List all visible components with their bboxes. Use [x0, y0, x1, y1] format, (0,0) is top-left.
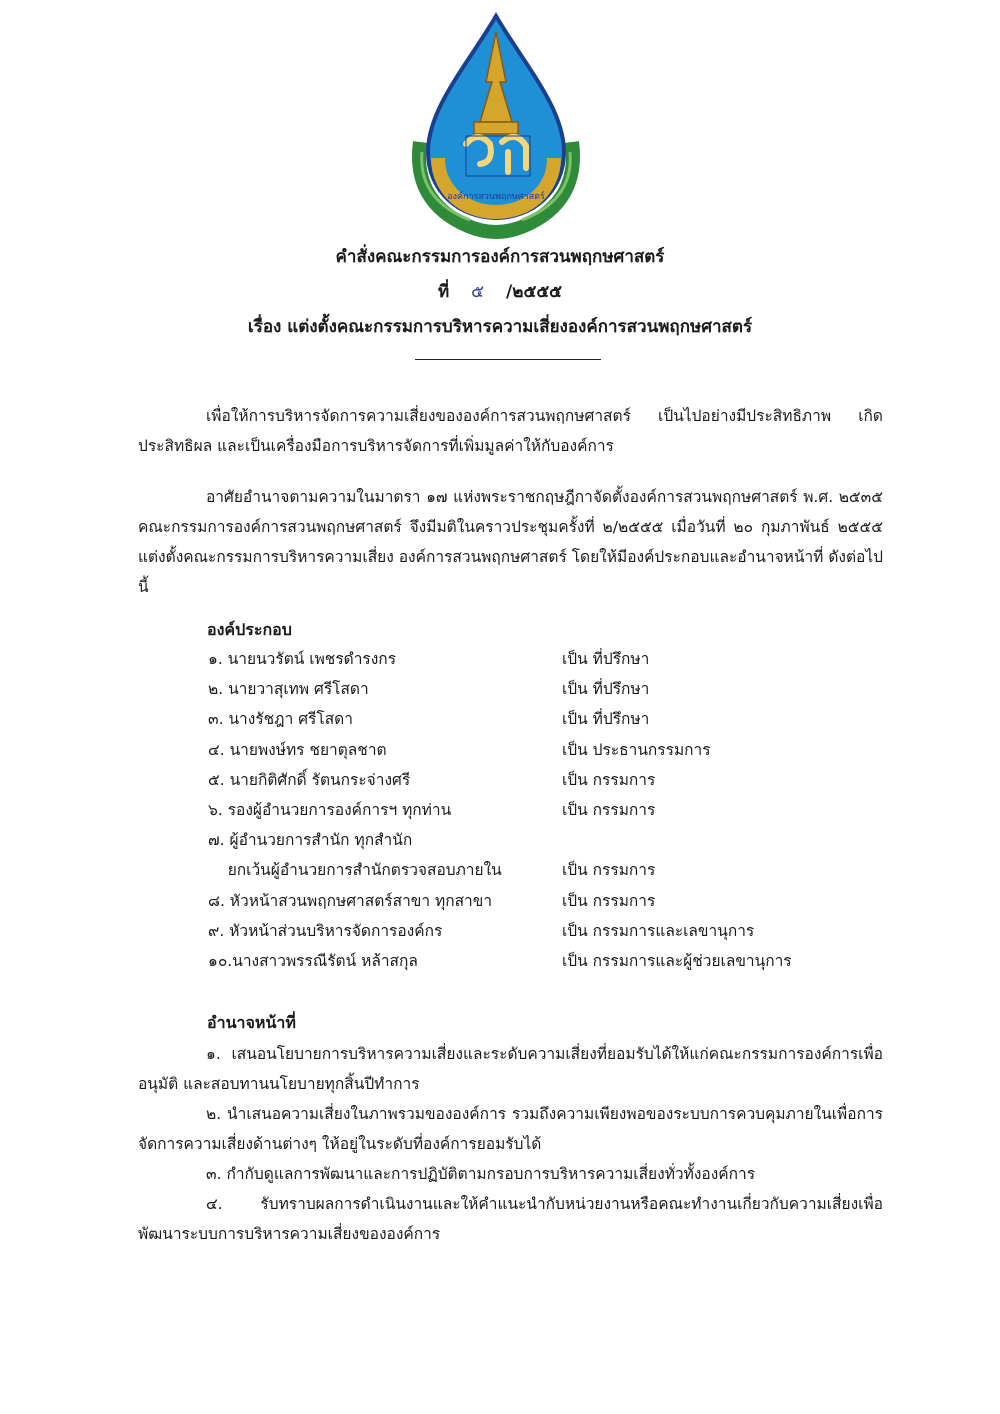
list-item	[138, 1159, 883, 1189]
list-item	[208, 795, 908, 825]
order-year: /๒๕๕๕	[506, 282, 563, 302]
member-role: เป็น กรรมการและเลขานุการ	[562, 921, 755, 940]
list-item	[208, 886, 908, 916]
authority-paragraph-text: อาศัยอำนาจตามความในมาตรา ๑๗ แห่งพระราชกฤษฎีกาจัดตั้งองค์การสวนพฤกษศาสตร์ พ.ศ. ๒๕๓๕ คณะกรรมการองค์การสวนพฤกษศาสตร์ จึงมีมติในคราวประชุมครั้งที่ ๒/๒๕๕๕ เมื่อวันที่ ๒๐ กุมภาพันธ์ ๒๕๕๕ แต่งตั้งคณะกรรมการบริหารความเสี่ยง องค์การสวนพฤกษศาสตร์ โดยให้มีองค์ประกอบและอำนาจหน้าที่ ดังต่อไปนี้	[138, 488, 883, 596]
member-role: เป็น กรรมการ	[562, 861, 656, 880]
duty-text: ๔. รับทราบผลการดำเนินงานและให้คำแนะนำกับหน่วยงานหรือคณะทำงานเกี่ยวกับความเสี่ยงเพื่อพัฒนาระบบการบริหารความเสี่ยงขององค์การ	[138, 1195, 883, 1243]
member-name: ๖. รองผู้อำนวยการองค์การฯ ทุกท่าน	[208, 800, 452, 819]
member-role: เป็น ประธานกรรมการ	[562, 740, 711, 759]
member-name: ยกเว้นผู้อำนวยการสำนักตรวจสอบภายใน	[208, 861, 502, 880]
member-role: เป็น กรรมการและผู้ช่วยเลขานุการ	[562, 951, 792, 970]
list-item	[208, 644, 908, 674]
authority-paragraph	[138, 482, 883, 602]
list-item	[208, 765, 908, 795]
list-item	[208, 916, 908, 946]
member-name: ๑๐.นางสาวพรรณีรัตน์ หล้าสกุล	[208, 951, 418, 970]
purpose-paragraph	[138, 401, 883, 461]
purpose-paragraph-text: เพื่อให้การบริหารจัดการความเสี่ยงขององค์การสวนพฤกษศาสตร์ เป็นไปอย่างมีประสิทธิภาพ เกิดประสิทธิผล และเป็นเครื่องมือการบริหารจัดการที่เพิ่มมูลค่าให้กับองค์การ	[138, 407, 883, 455]
member-name: ๑. นายนวรัตน์ เพชรดำรงกร	[208, 650, 397, 668]
member-name: ๒. นายวาสุเทพ ศรีโสดา	[208, 680, 369, 699]
list-item	[208, 946, 908, 976]
order-number-line	[0, 278, 1000, 305]
member-role: เป็น กรรมการ	[562, 770, 656, 789]
committee-member-list	[208, 644, 908, 976]
list-item	[138, 1039, 883, 1099]
order-title: คำสั่งคณะกรรมการองค์การสวนพฤกษศาสตร์	[335, 247, 665, 267]
member-name: ๙. หัวหน้าส่วนบริหารจัดการองค์กร	[208, 921, 443, 940]
duty-text: ๓. กำกับดูแลการพัฒนาและการปฏิบัติตามกรอบการบริหารความเสี่ยงทั่วทั้งองค์การ	[206, 1165, 756, 1183]
duty-text: ๑. เสนอนโยบายการบริหารความเสี่ยงและระดับความเสี่ยงที่ยอมรับได้ให้แก่คณะกรรมการองค์การเพื่ออนุมัติ และสอบทานนโยบายทุกสิ้นปีทำการ	[138, 1045, 883, 1093]
list-item	[138, 1189, 883, 1249]
duties-heading: อำนาจหน้าที่	[207, 1013, 296, 1032]
list-item	[208, 704, 908, 734]
member-name: ๗. ผู้อำนวยการสำนัก ทุกสำนัก	[208, 831, 413, 850]
member-role: เป็น ที่ปรึกษา	[562, 650, 650, 668]
list-item	[208, 825, 908, 855]
list-item	[208, 674, 908, 704]
member-name: ๓. นางรัชฎา ศรีโสดา	[208, 710, 353, 729]
member-role: เป็น กรรมการ	[562, 891, 656, 910]
member-name: ๔. นายพงษ์ทร ชยาตุลชาต	[208, 740, 387, 759]
order-number-prefix: ที่	[437, 282, 450, 302]
logo-lettering: องค์การสวนพฤกษศาสตร์	[447, 192, 545, 202]
order-subject: เรื่อง แต่งตั้งคณะกรรมการบริหารความเสี่ยงองค์การสวนพฤกษศาสตร์	[247, 317, 753, 337]
composition-heading: องค์ประกอบ	[207, 620, 292, 639]
duties-list	[138, 1039, 883, 1249]
member-role: เป็น ที่ปรึกษา	[562, 710, 650, 729]
member-role: เป็น ที่ปรึกษา	[562, 680, 650, 699]
botanical-garden-emblem	[408, 12, 584, 240]
list-item	[138, 1099, 883, 1159]
order-number: ๕	[471, 282, 485, 302]
member-name: ๘. หัวหน้าสวนพฤกษศาสตร์สาขา ทุกสาขา	[208, 891, 493, 910]
list-item	[208, 855, 908, 885]
duty-text: ๒. นำเสนอความเสี่ยงในภาพรวมขององค์การ รวมถึงความเพียงพอของระบบการควบคุมภายในเพื่อการจัดการความเสี่ยงด้านต่างๆ ให้อยู่ในระดับที่องค์การยอมรับได้	[138, 1105, 883, 1153]
list-item	[208, 735, 908, 765]
title-divider	[415, 359, 601, 360]
member-role: เป็น กรรมการ	[562, 800, 656, 819]
member-name: ๕. นายกิติศักดิ์ รัตนกระจ่างศรี	[208, 770, 411, 789]
organization-seal-logo	[408, 12, 584, 240]
